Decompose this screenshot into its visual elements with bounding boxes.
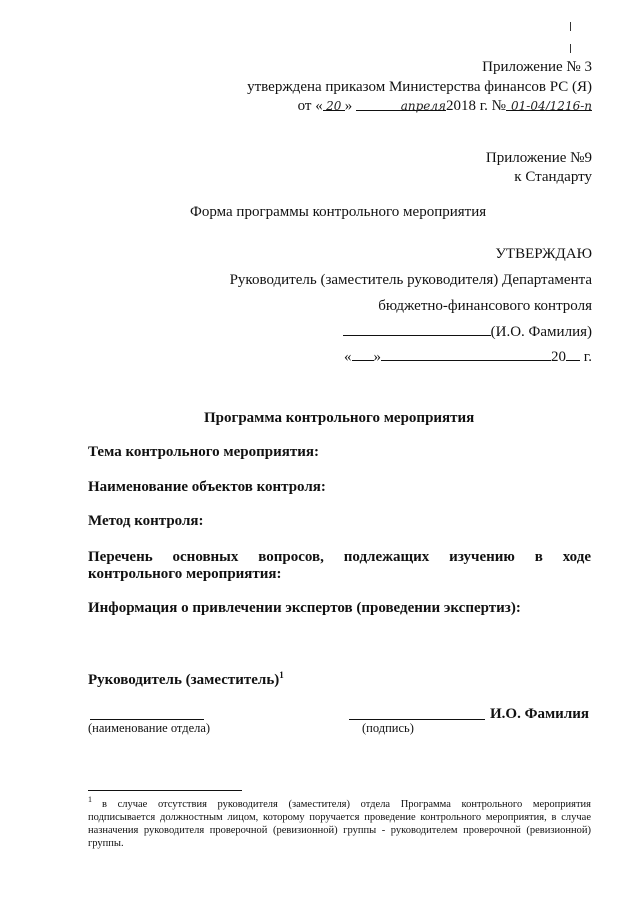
footnote-text: в случае отсутствия руководителя (заместителя) отдела Программа контрольного мероприятия подписывается должностным лицом, которому поручается проведение контрольного мероприятия, в случае назначения руководителя проверочной (ревизионной) группы - руководителем проверочной (ревизионной) группы. (88, 799, 591, 849)
control-objects-label: Наименование объектов контроля: (88, 479, 326, 495)
questions-word: основных (172, 549, 239, 565)
department-caption: (наименование отдела) (88, 721, 211, 735)
questions-word: подлежащих (343, 549, 430, 565)
quote-close: » (344, 98, 353, 114)
date-open-quote: « (344, 349, 352, 365)
control-method-label: Метод контроля: (88, 513, 204, 529)
department-signature-line (90, 719, 204, 720)
handwritten-number: 01-04/1216-п (506, 98, 592, 111)
footnote-ref: 1 (279, 670, 284, 680)
footnote-number: 1 (88, 795, 92, 804)
approve-department-line: бюджетно-финансового контроля (378, 298, 592, 314)
date-year-prefix: 20 (551, 349, 567, 365)
questions-word: ходе (562, 549, 591, 565)
handwritten-day: 20 (323, 98, 345, 111)
handwritten-month: апреля (356, 98, 446, 111)
attachment-9-label: Приложение №9 (485, 150, 592, 166)
signature-blank (343, 323, 491, 336)
topic-label: Тема контрольного мероприятия: (88, 444, 319, 460)
approve-title: УТВЕРЖДАЮ (495, 246, 592, 262)
name-placeholder: (И.О. Фамилия) (490, 324, 592, 340)
signature-caption: (подпись) (362, 721, 414, 735)
order-date-line (298, 98, 592, 115)
date-year-suffix: г. (583, 349, 592, 365)
date-close-quote: » (373, 349, 382, 365)
approved-by-order-line: утверждена приказом Министерства финансов РС (Я) (247, 79, 592, 95)
questions-word: вопросов, (258, 549, 324, 565)
date-day-blank (352, 348, 374, 361)
questions-word: Перечень (88, 549, 153, 565)
from-prefix: от « (297, 98, 323, 114)
to-standard-label: к Стандарту (514, 169, 592, 185)
questions-word: изучению (449, 549, 515, 565)
date-year-blank (566, 348, 580, 361)
approve-date-line (344, 348, 592, 366)
approve-position-line: Руководитель (заместитель руководителя) Департамента (229, 272, 592, 288)
scan-mark (570, 22, 571, 31)
program-title: Программа контрольного мероприятия (204, 410, 475, 426)
signature-head-label (88, 670, 284, 689)
signature-head-text: Руководитель (заместитель) (88, 672, 280, 688)
date-month-blank (381, 348, 551, 361)
questions-list-label-line2: контрольного мероприятия: (88, 566, 282, 582)
year-text: 2018 г. № (445, 98, 506, 114)
questions-word: в (534, 549, 543, 565)
form-title: Форма программы контрольного мероприятия (190, 204, 487, 220)
questions-list-label (88, 549, 591, 566)
approve-name-line (343, 323, 592, 341)
attachment-3-label: Приложение № 3 (482, 59, 592, 75)
experts-info-label: Информация о привлечении экспертов (проведении экспертиз): (88, 600, 521, 616)
footnote-separator (88, 790, 242, 791)
signatory-name: И.О. Фамилия (490, 706, 590, 722)
scan-mark (570, 44, 571, 53)
signature-line (349, 719, 485, 720)
